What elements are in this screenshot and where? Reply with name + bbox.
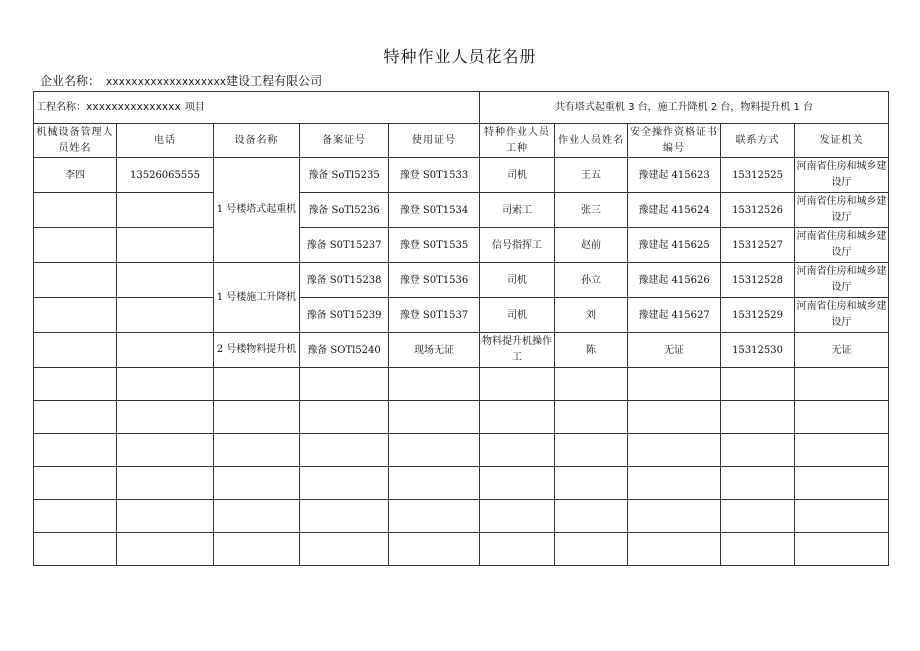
- header-trade: 特种作业人员工种: [480, 124, 555, 158]
- project-name-label: 工程名称：: [36, 102, 86, 113]
- use-no-cell: 豫登 S0T1534: [389, 193, 480, 228]
- manager-name: [34, 228, 117, 263]
- empty-row: [34, 434, 889, 467]
- cert-no-cell: 豫建起 415626: [628, 263, 721, 298]
- cert-no-cell: 无证: [628, 333, 721, 368]
- project-name-suffix: 项目: [184, 102, 205, 113]
- worker-name-cell: 赵前: [555, 228, 628, 263]
- table-row: [34, 263, 889, 298]
- equipment-name-cell: 2 号楼物料提升机: [214, 333, 300, 368]
- header-manager-name: 机械设备管理人员姓名: [34, 124, 117, 158]
- record-no-cell: 豫备 SOTl5240: [300, 333, 389, 368]
- manager-name: [34, 298, 117, 333]
- trade-cell: 司机: [480, 263, 555, 298]
- header-issuer: 发证机关: [795, 124, 889, 158]
- use-no-cell: 豫登 S0T1537: [389, 298, 480, 333]
- manager-phone: [117, 193, 214, 228]
- table-row: [34, 298, 889, 333]
- header-record-no: 备案证号: [300, 124, 389, 158]
- header-equipment-name: 设备名称: [214, 124, 300, 158]
- company-name-suffix: 建设工程有限公司: [226, 74, 323, 88]
- project-row: [34, 92, 889, 124]
- project-name-value: xxxxxxxxxxxxxxx: [86, 101, 181, 113]
- header-cert-no: 安全操作资格证书编号: [628, 124, 721, 158]
- equipment-name-cell: 1 号楼塔式起重机: [214, 158, 300, 263]
- issuer-cell: 河南省住房和城乡建设厅: [795, 298, 889, 333]
- company-line: [40, 72, 322, 89]
- use-no-cell: 豫登 S0T1536: [389, 263, 480, 298]
- issuer-cell: 无证: [795, 333, 889, 368]
- empty-row: [34, 533, 889, 566]
- table-row: [34, 193, 889, 228]
- worker-name-cell: 孙立: [555, 263, 628, 298]
- page-title: 特种作业人员花名册: [383, 47, 537, 66]
- table-row: [34, 228, 889, 263]
- contact-cell: 15312528: [721, 263, 795, 298]
- trade-cell: 物料提升机操作工: [480, 333, 555, 368]
- worker-name-cell: 张三: [555, 193, 628, 228]
- contact-cell: 15312530: [721, 333, 795, 368]
- equipment-summary: 共有塔式起重机 3 台，施工升降机 2 台，物料提升机 1 台: [480, 92, 889, 124]
- contact-cell: 15312526: [721, 193, 795, 228]
- empty-row: [34, 368, 889, 401]
- manager-name: [34, 263, 117, 298]
- trade-cell: 司机: [480, 298, 555, 333]
- trade-cell: 司机: [480, 158, 555, 193]
- issuer-cell: 河南省住房和城乡建设厅: [795, 228, 889, 263]
- record-no-cell: 豫备 S0T15239: [300, 298, 389, 333]
- manager-name: [34, 193, 117, 228]
- company-label: 企业名称：: [40, 74, 101, 88]
- empty-row: [34, 401, 889, 434]
- cert-no-cell: 豫建起 415627: [628, 298, 721, 333]
- record-no-cell: 豫备 S0T15237: [300, 228, 389, 263]
- cert-no-cell: 豫建起 415624: [628, 193, 721, 228]
- cert-no-cell: 豫建起 415625: [628, 228, 721, 263]
- record-no-cell: 豫备 S0T15238: [300, 263, 389, 298]
- worker-name-cell: 王五: [555, 158, 628, 193]
- trade-cell: 信号指挥工: [480, 228, 555, 263]
- trade-cell: 司索工: [480, 193, 555, 228]
- manager-name: 李四: [34, 158, 117, 193]
- worker-name-cell: 陈: [555, 333, 628, 368]
- issuer-cell: 河南省住房和城乡建设厅: [795, 193, 889, 228]
- use-no-cell: 豫登 S0T1535: [389, 228, 480, 263]
- empty-row: [34, 467, 889, 500]
- worker-name-cell: 刘: [555, 298, 628, 333]
- issuer-cell: 河南省住房和城乡建设厅: [795, 158, 889, 193]
- header-worker-name: 作业人员姓名: [555, 124, 628, 158]
- company-name-value: xxxxxxxxxxxxxxxxxxx: [106, 76, 227, 88]
- issuer-cell: 河南省住房和城乡建设厅: [795, 263, 889, 298]
- record-no-cell: 豫备 SoTl5236: [300, 193, 389, 228]
- contact-cell: 15312527: [721, 228, 795, 263]
- use-no-cell: 现场无证: [389, 333, 480, 368]
- use-no-cell: 豫登 S0T1533: [389, 158, 480, 193]
- roster-table: [33, 91, 889, 566]
- manager-phone: 13526065555: [117, 158, 214, 193]
- manager-phone: [117, 263, 214, 298]
- header-row: [34, 124, 889, 158]
- equipment-name-cell: 1 号楼施工升降机: [214, 263, 300, 333]
- cert-no-cell: 豫建起 415623: [628, 158, 721, 193]
- header-contact: 联系方式: [721, 124, 795, 158]
- manager-phone: [117, 298, 214, 333]
- contact-cell: 15312529: [721, 298, 795, 333]
- table-row: [34, 333, 889, 368]
- header-use-no: 使用证号: [389, 124, 480, 158]
- manager-phone: [117, 333, 214, 368]
- table-row: [34, 158, 889, 193]
- contact-cell: 15312525: [721, 158, 795, 193]
- project-name-cell: [34, 92, 480, 124]
- manager-name: [34, 333, 117, 368]
- empty-row: [34, 500, 889, 533]
- manager-phone: [117, 228, 214, 263]
- header-phone: 电话: [117, 124, 214, 158]
- record-no-cell: 豫备 SoTl5235: [300, 158, 389, 193]
